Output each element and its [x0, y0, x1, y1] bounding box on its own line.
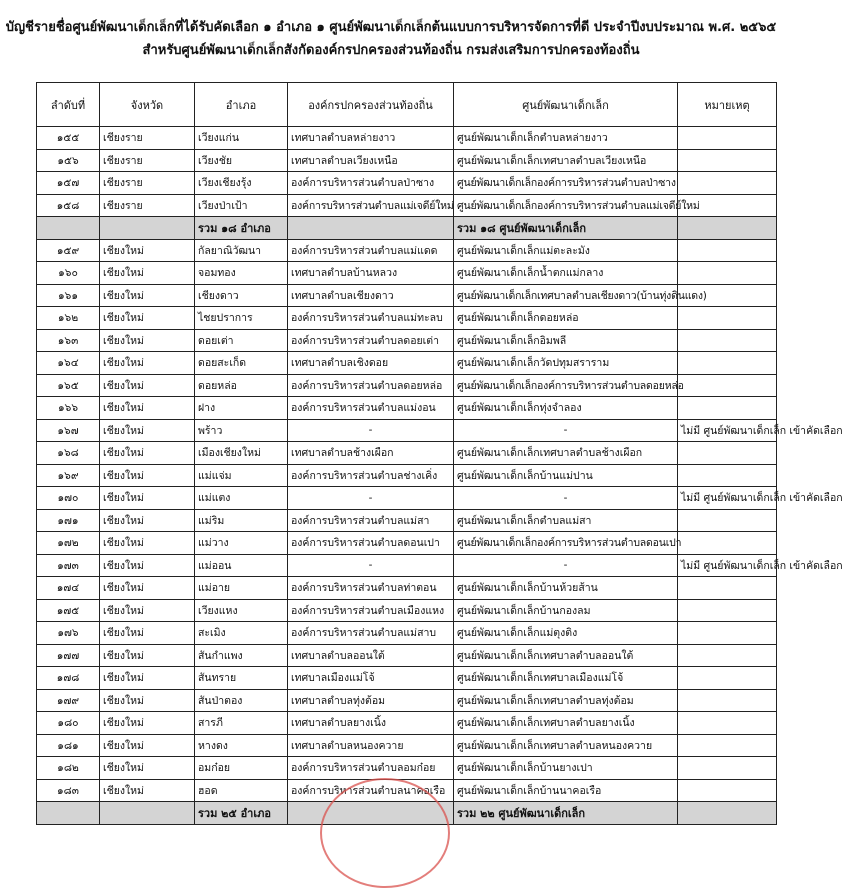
- row-child-center: ศูนย์พัฒนาเด็กเล็กบ้านห้วยส้าน: [454, 577, 678, 600]
- table-row: [37, 307, 777, 330]
- row-district: ดอยหล่อ: [195, 374, 288, 397]
- column-header-org: องค์กรปกครองส่วนท้องถิ่น: [288, 83, 454, 127]
- row-local-org: องค์การบริหารส่วนตำบลแม่ทะลบ: [288, 307, 454, 330]
- row-province: เชียงใหม่: [100, 622, 195, 645]
- row-note: [678, 442, 777, 465]
- summary-center-total: รวม ๒๒ ศูนย์พัฒนาเด็กเล็ก: [454, 802, 678, 825]
- row-district: แม่วาง: [195, 532, 288, 555]
- summary-empty-cell: [100, 802, 195, 825]
- table-row: [37, 757, 777, 780]
- table-row: [37, 779, 777, 802]
- row-child-center: ศูนย์พัฒนาเด็กเล็กเทศบาลตำบลยางเนิ้ง: [454, 712, 678, 735]
- table-row: [37, 419, 777, 442]
- document-title-line1: บัญชีรายชื่อศูนย์พัฒนาเด็กเล็กที่ได้รับคัดเลือก ๑ อำเภอ ๑ ศูนย์พัฒนาเด็กเล็กต้นแบบการบริหารจัดการที่ดี ประจำปีงบประมาณ พ.ศ. ๒๕๖๕: [5, 20, 777, 35]
- row-note: ไม่มี ศูนย์พัฒนาเด็กเล็ก เข้าคัดเลือก: [678, 419, 777, 442]
- row-note: [678, 127, 777, 150]
- row-number: ๑๖๓: [37, 329, 100, 352]
- row-child-center: -: [454, 419, 678, 442]
- row-district: เวียงป่าเป้า: [195, 194, 288, 217]
- table-row: [37, 487, 777, 510]
- row-child-center: ศูนย์พัฒนาเด็กเล็กเทศบาลตำบลช้างเผือก: [454, 442, 678, 465]
- table-row: [37, 509, 777, 532]
- row-child-center: -: [454, 487, 678, 510]
- row-local-org: เทศบาลตำบลยางเนิ้ง: [288, 712, 454, 735]
- row-number: ๑๖๐: [37, 262, 100, 285]
- row-local-org: องค์การบริหารส่วนตำบลนาคอเรือ: [288, 779, 454, 802]
- row-number: ๑๖๗: [37, 419, 100, 442]
- table-row: [37, 284, 777, 307]
- row-local-org: เทศบาลตำบลเชิงดอย: [288, 352, 454, 375]
- row-province: เชียงใหม่: [100, 667, 195, 690]
- row-province: เชียงใหม่: [100, 464, 195, 487]
- row-child-center: ศูนย์พัฒนาเด็กเล็กแม่ตุงติง: [454, 622, 678, 645]
- row-district: แม่อาย: [195, 577, 288, 600]
- row-number: ๑๘๒: [37, 757, 100, 780]
- row-number: ๑๗๐: [37, 487, 100, 510]
- row-local-org: องค์การบริหารส่วนตำบลอมก๋อย: [288, 757, 454, 780]
- column-header-district: อำเภอ: [195, 83, 288, 127]
- row-district: ไชยปราการ: [195, 307, 288, 330]
- table-body: [37, 127, 843, 825]
- row-province: เชียงใหม่: [100, 487, 195, 510]
- row-note: [678, 712, 777, 735]
- row-local-org: องค์การบริหารส่วนตำบลเมืองแหง: [288, 599, 454, 622]
- row-number: ๑๕๙: [37, 239, 100, 262]
- row-local-org: องค์การบริหารส่วนตำบลแม่แดด: [288, 239, 454, 262]
- row-district: ดอยสะเก็ด: [195, 352, 288, 375]
- row-note: [678, 397, 777, 420]
- row-district: แม่แจ่ม: [195, 464, 288, 487]
- row-number: ๑๕๗: [37, 172, 100, 195]
- row-local-org: องค์การบริหารส่วนตำบลท่าตอน: [288, 577, 454, 600]
- table-row: [37, 464, 777, 487]
- row-local-org: เทศบาลตำบลเวียงเหนือ: [288, 149, 454, 172]
- document-title-line2: สำหรับศูนย์พัฒนาเด็กเล็กสังกัดองค์กรปกครองส่วนท้องถิ่น กรมส่งเสริมการปกครองท้องถิ่น: [142, 43, 640, 58]
- row-district: เวียงชัย: [195, 149, 288, 172]
- selection-table: [36, 82, 843, 825]
- row-local-org: องค์การบริหารส่วนตำบลแม่งอน: [288, 397, 454, 420]
- row-child-center: ศูนย์พัฒนาเด็กเล็กบ้านกองลม: [454, 599, 678, 622]
- row-child-center: ศูนย์พัฒนาเด็กเล็กบ้านนาคอเรือ: [454, 779, 678, 802]
- row-local-org: องค์การบริหารส่วนตำบลดอยหล่อ: [288, 374, 454, 397]
- row-province: เชียงใหม่: [100, 734, 195, 757]
- row-note: [678, 172, 777, 195]
- row-child-center: ศูนย์พัฒนาเด็กเล็กเทศบาลตำบลออนใต้: [454, 644, 678, 667]
- summary-empty-cell: [37, 217, 100, 240]
- row-district: เมืองเชียงใหม่: [195, 442, 288, 465]
- row-province: เชียงใหม่: [100, 554, 195, 577]
- row-local-org: เทศบาลตำบลหล่ายงาว: [288, 127, 454, 150]
- row-local-org: -: [288, 554, 454, 577]
- table-row: [37, 352, 777, 375]
- row-province: เชียงราย: [100, 127, 195, 150]
- row-note: [678, 262, 777, 285]
- row-note: [678, 757, 777, 780]
- row-local-org: เทศบาลตำบลเชียงดาว: [288, 284, 454, 307]
- row-note: [678, 622, 777, 645]
- row-province: เชียงใหม่: [100, 352, 195, 375]
- row-number: ๑๖๖: [37, 397, 100, 420]
- row-province: เชียงใหม่: [100, 689, 195, 712]
- row-province: เชียงใหม่: [100, 532, 195, 555]
- table-row: [37, 644, 777, 667]
- row-note: [678, 667, 777, 690]
- summary-district-total: รวม ๑๘ อำเภอ: [195, 217, 288, 240]
- row-child-center: ศูนย์พัฒนาเด็กเล็กเทศบาลตำบลเวียงเหนือ: [454, 149, 678, 172]
- row-child-center: ศูนย์พัฒนาเด็กเล็กเทศบาลตำบลเชียงดาว(บ้านทุ่งดินแดง): [454, 284, 678, 307]
- table-row: [37, 239, 777, 262]
- row-district: เวียงแหง: [195, 599, 288, 622]
- table-row: [37, 194, 777, 217]
- row-province: เชียงใหม่: [100, 509, 195, 532]
- row-child-center: ศูนย์พัฒนาเด็กเล็กตำบลแม่สา: [454, 509, 678, 532]
- row-district: ฝาง: [195, 397, 288, 420]
- row-province: เชียงใหม่: [100, 397, 195, 420]
- row-district: สะเมิง: [195, 622, 288, 645]
- row-child-center: ศูนย์พัฒนาเด็กเล็กองค์การบริหารส่วนตำบลป่าซาง: [454, 172, 678, 195]
- row-number: ๑๘๐: [37, 712, 100, 735]
- summary-empty-cell: [678, 802, 777, 825]
- row-number: ๑๕๕: [37, 127, 100, 150]
- table-row: [37, 667, 777, 690]
- row-province: เชียงใหม่: [100, 307, 195, 330]
- row-district: แม่ออน: [195, 554, 288, 577]
- row-note: [678, 464, 777, 487]
- row-number: ๑๖๒: [37, 307, 100, 330]
- row-district: สันทราย: [195, 667, 288, 690]
- row-district: หางดง: [195, 734, 288, 757]
- row-local-org: -: [288, 487, 454, 510]
- row-district: แม่ริม: [195, 509, 288, 532]
- table-row: [37, 712, 777, 735]
- row-local-org: เทศบาลตำบลช้างเผือก: [288, 442, 454, 465]
- row-note: [678, 352, 777, 375]
- row-local-org: เทศบาลตำบลทุ่งต้อม: [288, 689, 454, 712]
- table-row: [37, 149, 777, 172]
- column-header-province: จังหวัด: [100, 83, 195, 127]
- table-row: [37, 262, 777, 285]
- table-row: [37, 172, 777, 195]
- row-district: สันกำแพง: [195, 644, 288, 667]
- row-child-center: ศูนย์พัฒนาเด็กเล็กแม่ตะละมัง: [454, 239, 678, 262]
- row-local-org: องค์การบริหารส่วนตำบลดอยเต่า: [288, 329, 454, 352]
- row-local-org: องค์การบริหารส่วนตำบลช่างเคิ่ง: [288, 464, 454, 487]
- row-child-center: ศูนย์พัฒนาเด็กเล็กทุ่งจำลอง: [454, 397, 678, 420]
- row-number: ๑๗๕: [37, 599, 100, 622]
- row-number: ๑๗๙: [37, 689, 100, 712]
- row-child-center: ศูนย์พัฒนาเด็กเล็กดอยหล่อ: [454, 307, 678, 330]
- row-number: ๑๗๒: [37, 532, 100, 555]
- row-child-center: ศูนย์พัฒนาเด็กเล็กเทศบาลตำบลหนองควาย: [454, 734, 678, 757]
- row-number: ๑๕๖: [37, 149, 100, 172]
- row-local-org: เทศบาลตำบลหนองควาย: [288, 734, 454, 757]
- row-province: เชียงใหม่: [100, 577, 195, 600]
- row-note: [678, 644, 777, 667]
- row-note: [678, 329, 777, 352]
- row-child-center: ศูนย์พัฒนาเด็กเล็กบ้านแม่ปาน: [454, 464, 678, 487]
- table-row: [37, 532, 777, 555]
- summary-district-total: รวม ๒๕ อำเภอ: [195, 802, 288, 825]
- row-number: ๑๗๔: [37, 577, 100, 600]
- table-row: [37, 127, 777, 150]
- row-note: ไม่มี ศูนย์พัฒนาเด็กเล็ก เข้าคัดเลือก: [678, 487, 777, 510]
- row-local-org: เทศบาลตำบลออนใต้: [288, 644, 454, 667]
- row-child-center: ศูนย์พัฒนาเด็กเล็กอิมพลี: [454, 329, 678, 352]
- row-district: สันป่าตอง: [195, 689, 288, 712]
- row-province: เชียงใหม่: [100, 284, 195, 307]
- row-note: [678, 374, 777, 397]
- row-province: เชียงใหม่: [100, 779, 195, 802]
- row-child-center: ศูนย์พัฒนาเด็กเล็กตำบลหล่ายงาว: [454, 127, 678, 150]
- row-note: [678, 599, 777, 622]
- row-number: ๑๗๗: [37, 644, 100, 667]
- row-note: [678, 149, 777, 172]
- row-number: ๑๖๕: [37, 374, 100, 397]
- table-row: [37, 622, 777, 645]
- row-note: [678, 509, 777, 532]
- row-number: ๑๗๑: [37, 509, 100, 532]
- row-number: ๑๕๘: [37, 194, 100, 217]
- column-header-no: ลำดับที่: [37, 83, 100, 127]
- row-note: [678, 734, 777, 757]
- row-child-center: ศูนย์พัฒนาเด็กเล็กเทศบาลตำบลทุ่งต้อม: [454, 689, 678, 712]
- row-note: [678, 532, 777, 555]
- row-number: ๑๘๑: [37, 734, 100, 757]
- row-child-center: -: [454, 554, 678, 577]
- row-district: จอมทอง: [195, 262, 288, 285]
- table-row: [37, 329, 777, 352]
- row-child-center: ศูนย์พัฒนาเด็กเล็กองค์การบริหารส่วนตำบลดอยหล่อ: [454, 374, 678, 397]
- row-child-center: ศูนย์พัฒนาเด็กเล็กเทศบาลเมืองแม่โจ้: [454, 667, 678, 690]
- row-number: ๑๖๘: [37, 442, 100, 465]
- row-district: เชียงดาว: [195, 284, 288, 307]
- row-number: ๑๖๙: [37, 464, 100, 487]
- row-local-org: องค์การบริหารส่วนตำบลดอนเปา: [288, 532, 454, 555]
- table-row: [37, 689, 777, 712]
- table-row: [37, 554, 777, 577]
- row-child-center: ศูนย์พัฒนาเด็กเล็กบ้านยางเปา: [454, 757, 678, 780]
- table-row: [37, 374, 777, 397]
- row-district: เวียงเชียงรุ้ง: [195, 172, 288, 195]
- summary-empty-cell: [100, 217, 195, 240]
- summary-row: [37, 802, 777, 825]
- row-note: [678, 779, 777, 802]
- row-note: ไม่มี ศูนย์พัฒนาเด็กเล็ก เข้าคัดเลือก: [678, 554, 777, 577]
- row-province: เชียงใหม่: [100, 712, 195, 735]
- table-row: [37, 734, 777, 757]
- row-note: [678, 577, 777, 600]
- column-header-note: หมายเหตุ: [678, 83, 777, 127]
- table-row: [37, 397, 777, 420]
- row-local-org: เทศบาลเมืองแม่โจ้: [288, 667, 454, 690]
- row-province: เชียงราย: [100, 172, 195, 195]
- row-number: ๑๖๑: [37, 284, 100, 307]
- table-row: [37, 577, 777, 600]
- row-child-center: ศูนย์พัฒนาเด็กเล็กวัดปทุมสราราม: [454, 352, 678, 375]
- row-number: ๑๗๘: [37, 667, 100, 690]
- row-district: เวียงแก่น: [195, 127, 288, 150]
- row-number: ๑๗๖: [37, 622, 100, 645]
- row-local-org: -: [288, 419, 454, 442]
- row-child-center: ศูนย์พัฒนาเด็กเล็กองค์การบริหารส่วนตำบลดอนเปา: [454, 532, 678, 555]
- column-header-center: ศูนย์พัฒนาเด็กเล็ก: [454, 83, 678, 127]
- table-row: [37, 599, 777, 622]
- row-child-center: ศูนย์พัฒนาเด็กเล็กองค์การบริหารส่วนตำบลแม่เจดีย์ใหม่: [454, 194, 678, 217]
- table-header-row: [37, 83, 777, 127]
- row-district: กัลยาณิวัฒนา: [195, 239, 288, 262]
- summary-empty-cell: [288, 217, 454, 240]
- table-row: [37, 442, 777, 465]
- row-note: [678, 239, 777, 262]
- row-province: เชียงใหม่: [100, 442, 195, 465]
- row-province: เชียงใหม่: [100, 374, 195, 397]
- row-number: ๑๗๓: [37, 554, 100, 577]
- row-district: สารภี: [195, 712, 288, 735]
- summary-row: [37, 217, 777, 240]
- row-local-org: องค์การบริหารส่วนตำบลป่าซาง: [288, 172, 454, 195]
- row-local-org: องค์การบริหารส่วนตำบลแม่สา: [288, 509, 454, 532]
- summary-empty-cell: [37, 802, 100, 825]
- row-number: ๑๖๔: [37, 352, 100, 375]
- row-note: [678, 689, 777, 712]
- row-province: เชียงราย: [100, 194, 195, 217]
- row-local-org: องค์การบริหารส่วนตำบลแม่สาบ: [288, 622, 454, 645]
- row-child-center: ศูนย์พัฒนาเด็กเล็กน้ำตกแม่กลาง: [454, 262, 678, 285]
- row-district: อมก๋อย: [195, 757, 288, 780]
- summary-empty-cell: [678, 217, 777, 240]
- row-district: ดอยเต่า: [195, 329, 288, 352]
- row-note: [678, 307, 777, 330]
- row-province: เชียงใหม่: [100, 599, 195, 622]
- row-local-org: องค์การบริหารส่วนตำบลแม่เจดีย์ใหม่: [288, 194, 454, 217]
- row-province: เชียงราย: [100, 149, 195, 172]
- row-province: เชียงใหม่: [100, 239, 195, 262]
- row-district: พร้าว: [195, 419, 288, 442]
- row-province: เชียงใหม่: [100, 329, 195, 352]
- row-province: เชียงใหม่: [100, 644, 195, 667]
- summary-center-total: รวม ๑๘ ศูนย์พัฒนาเด็กเล็ก: [454, 217, 678, 240]
- row-province: เชียงใหม่: [100, 419, 195, 442]
- row-province: เชียงใหม่: [100, 262, 195, 285]
- row-province: เชียงใหม่: [100, 757, 195, 780]
- row-local-org: เทศบาลตำบลบ้านหลวง: [288, 262, 454, 285]
- row-district: แม่แตง: [195, 487, 288, 510]
- row-district: ฮอด: [195, 779, 288, 802]
- row-number: ๑๘๓: [37, 779, 100, 802]
- summary-empty-cell: [288, 802, 454, 825]
